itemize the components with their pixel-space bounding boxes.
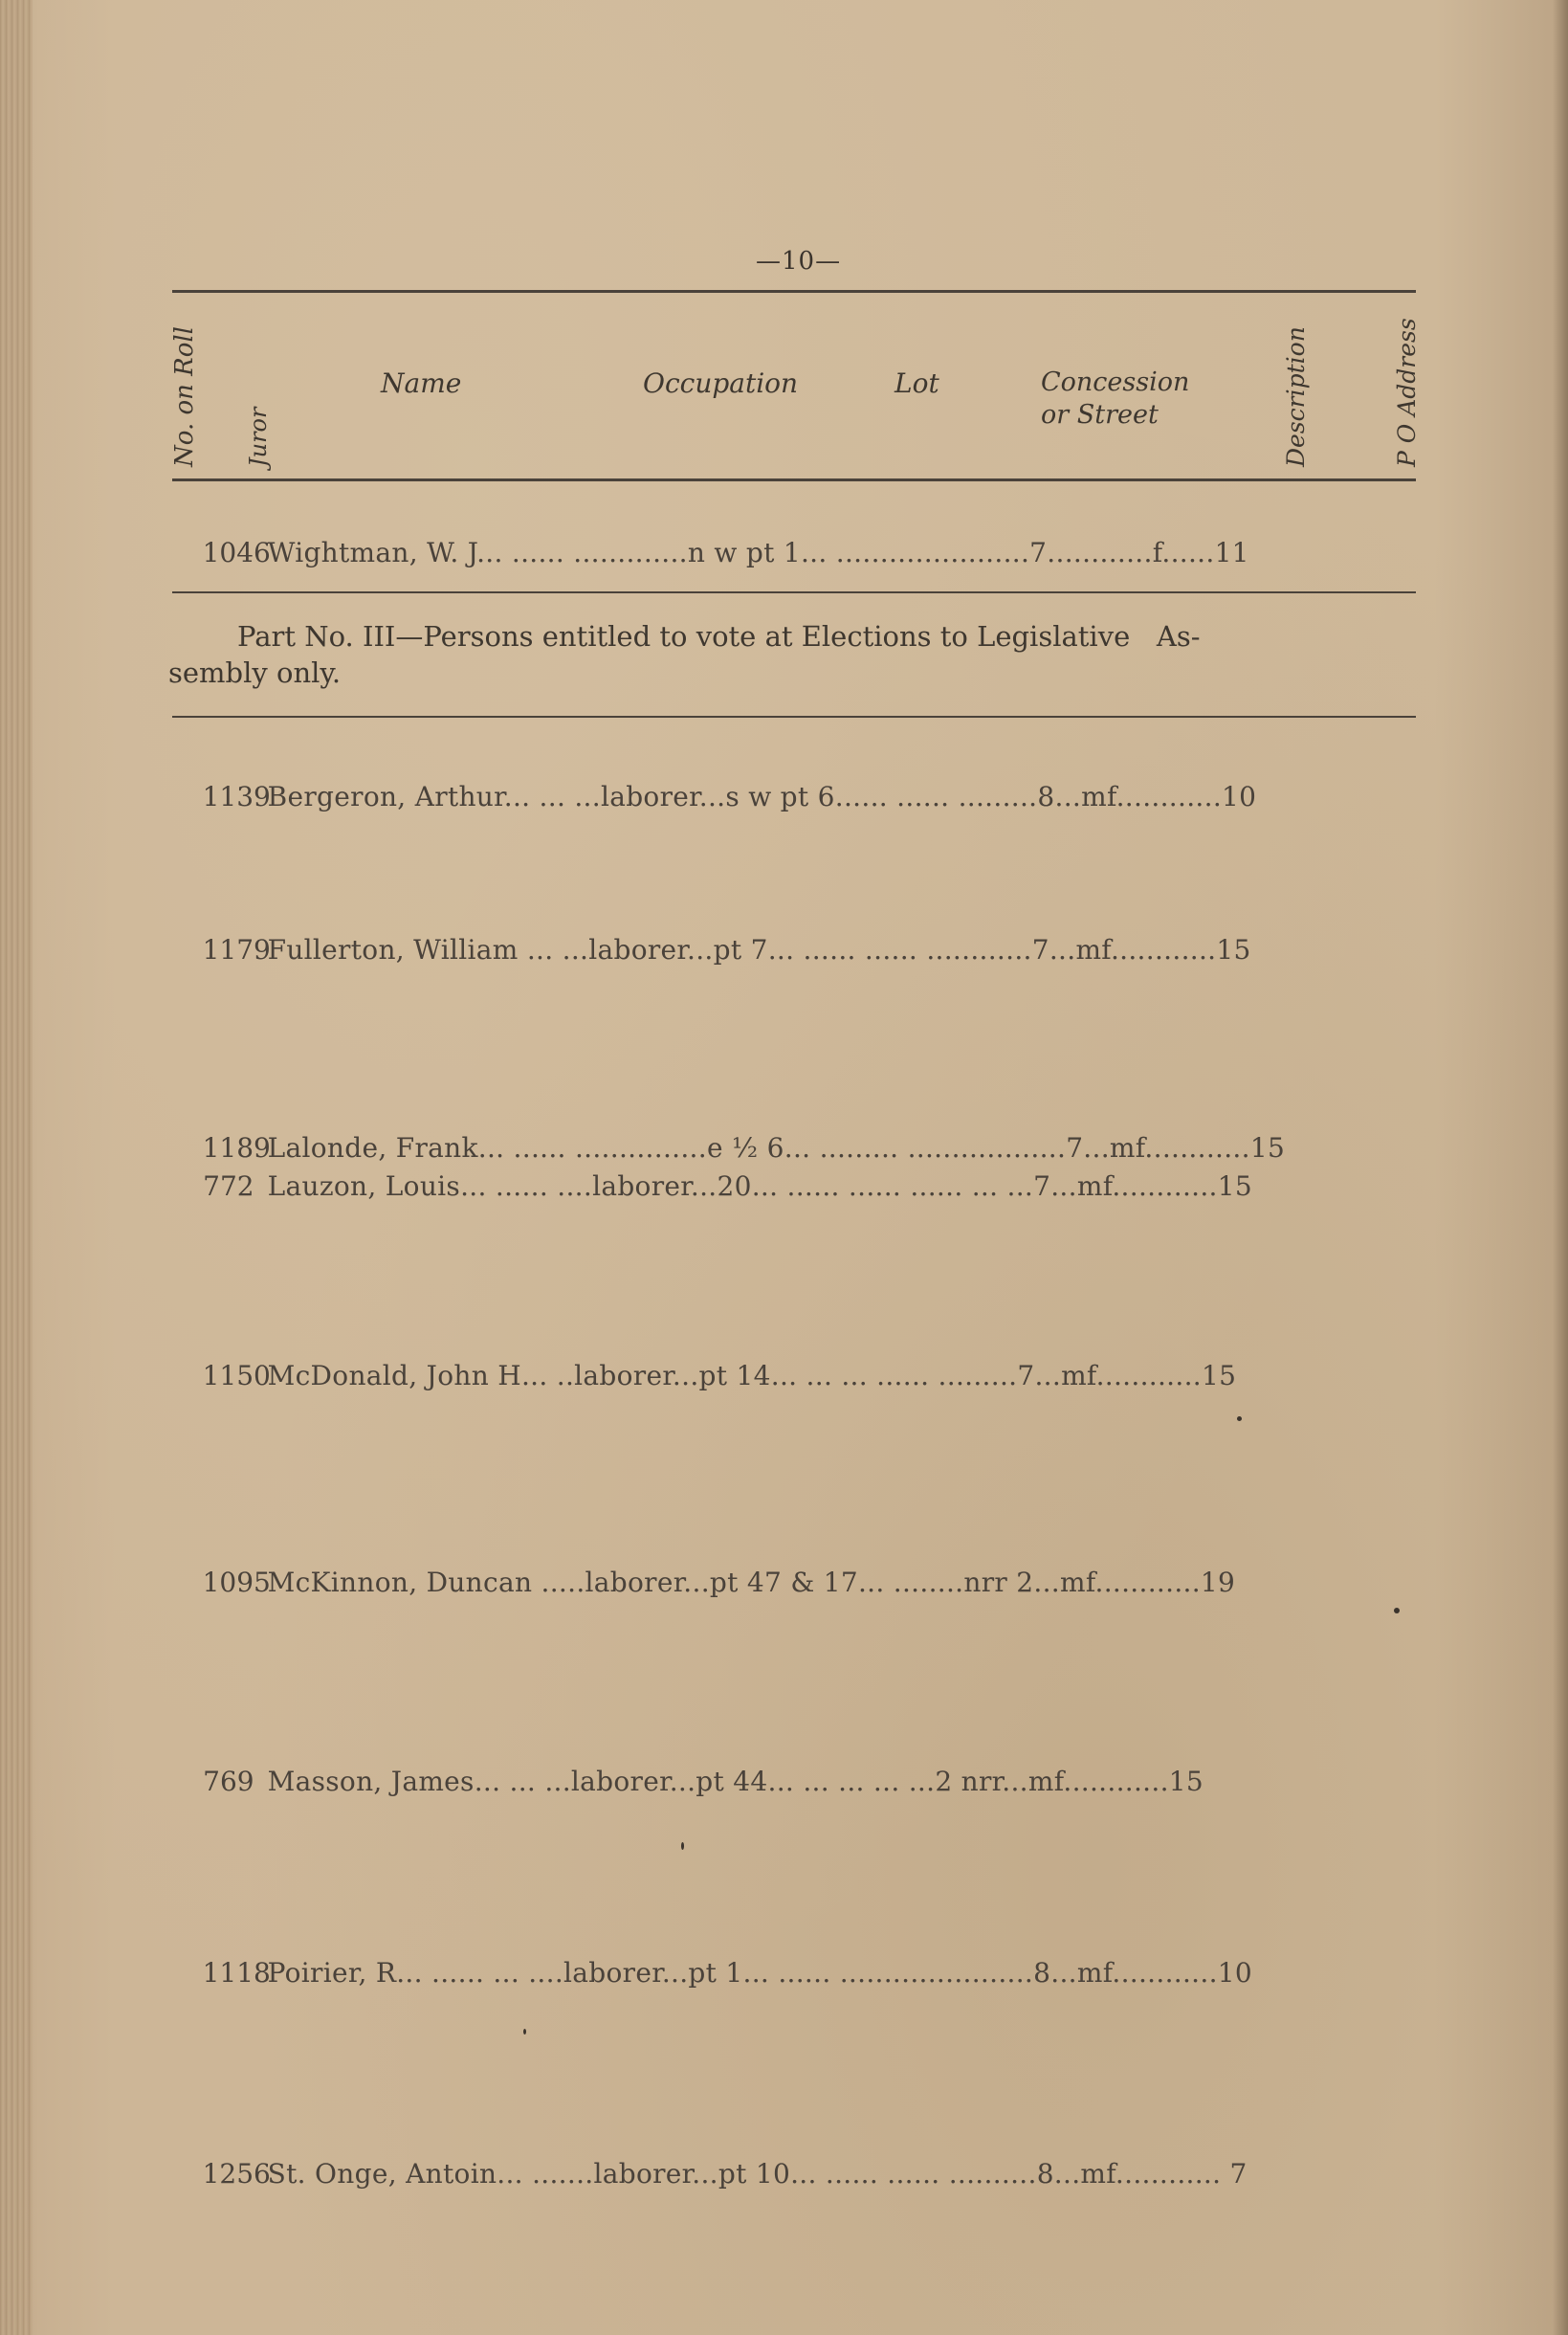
roll-entry-text: Bergeron, Arthur... ... ...laborer...s w pt 6...... ...... .........8...mf............10 <box>267 781 1257 812</box>
roll-entry-text: St. Onge, Antoin... .......laborer...pt 10... ...... ...... ..........8...mf............ 7 <box>267 2158 1248 2190</box>
header-no-on-roll: No. on Roll <box>170 326 199 467</box>
roll-entry-text: Fullerton, William ... ...laborer...pt 7... ...... ...... ............7...mf............15 <box>267 934 1251 966</box>
roll-entry <box>168 505 1426 600</box>
page-edge-left <box>0 0 33 2335</box>
roll-number: 1150 <box>202 1360 271 1391</box>
page-number: —10— <box>756 247 842 276</box>
roll-entry-text: Lauzon, Louis... ...... ....laborer...20... ...... ...... ...... ... ...7...mf............15 <box>267 1170 1252 1202</box>
paper-speck <box>1237 1416 1242 1421</box>
roll-number: 1139 <box>202 781 271 812</box>
header-po-address: P O Address <box>1393 318 1421 467</box>
roll-entry <box>168 2126 1426 2221</box>
part-heading-rule <box>172 716 1416 718</box>
roll-entry <box>168 749 1426 844</box>
roll-entry <box>168 1139 1426 1234</box>
roll-number: 1256 <box>202 2158 271 2190</box>
paper-speck <box>523 2029 526 2035</box>
roll-entry <box>168 1535 1426 1630</box>
section-rule <box>172 591 1416 593</box>
roll-number: 1189 <box>202 1132 271 1164</box>
roll-entry-text: McDonald, John H... ..laborer...pt 14... ... ... ...... .........7...mf............15 <box>267 1360 1237 1391</box>
roll-entry <box>168 1734 1426 1829</box>
header-occupation: Occupation <box>643 367 799 399</box>
paper-speck <box>681 1842 684 1850</box>
roll-entry <box>168 1925 1426 2020</box>
header-description: Description <box>1282 326 1310 467</box>
roll-entry-text: Lalonde, Frank... ...... ...............e ½ 6... ......... ..................7...mf............15 <box>267 1132 1286 1164</box>
roll-entry <box>168 1328 1426 1423</box>
page-edge-right <box>1553 0 1568 2335</box>
header-lot: Lot <box>894 367 939 399</box>
roll-number: 1095 <box>202 1567 271 1598</box>
part-heading-line-1: Part No. III—Persons entitled to vote at Elections to Legislative As- <box>237 620 1201 653</box>
header-concession-line2: or Street <box>1041 400 1159 430</box>
roll-number: 1046 <box>202 537 271 568</box>
roll-number: 1179 <box>202 934 271 966</box>
header-concession-line1: Concession <box>1041 367 1190 397</box>
roll-number: 1118 <box>202 1957 271 1989</box>
header-juror: Juror <box>245 407 272 467</box>
roll-entry-text: Poirier, R... ...... ... ....laborer...pt 1... ...... ......................8...mf............10 <box>267 1957 1252 1989</box>
part-heading-line-2: sembly only. <box>168 656 342 689</box>
header-bottom-rule <box>172 478 1416 481</box>
roll-entry-text: McKinnon, Duncan .....laborer...pt 47 & 17... ........nrr 2...mf............19 <box>267 1567 1236 1598</box>
header-top-rule <box>172 290 1416 293</box>
header-name: Name <box>381 367 462 399</box>
paper-speck <box>1394 1608 1400 1613</box>
roll-entry <box>168 902 1426 997</box>
part-heading <box>168 618 1431 691</box>
roll-number: 769 <box>203 1766 254 1797</box>
roll-entry-text: Wightman, W. J... ...... .............n w pt 1... ......................7............f......11 <box>267 537 1249 568</box>
roll-number: 772 <box>203 1170 254 1202</box>
roll-entry-text: Masson, James... ... ...laborer...pt 44... ... ... ... ...2 nrr...mf............15 <box>267 1766 1204 1797</box>
